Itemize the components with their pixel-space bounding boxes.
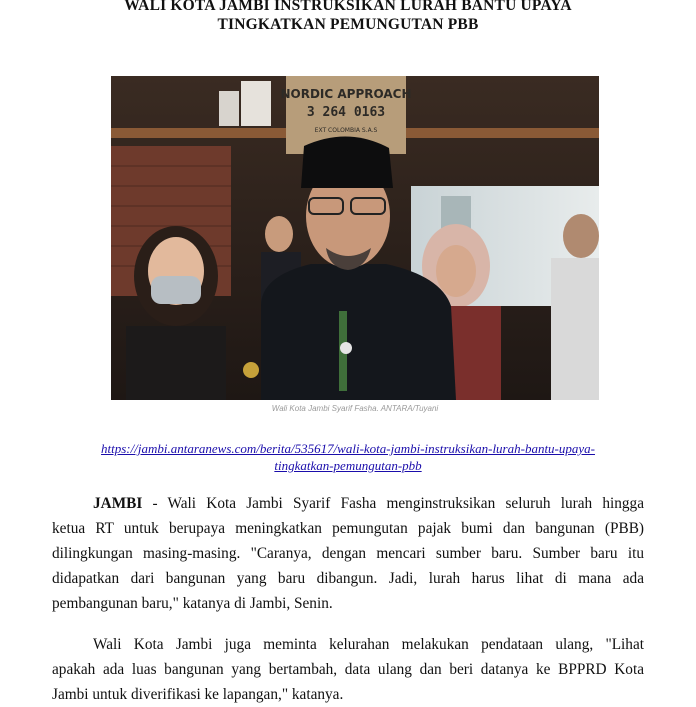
paragraph-2-line-2: apakah ada luas bangunan yang bertambah, data ulang dan beri datanya ke BPPRD Kota bbox=[52, 661, 644, 678]
sign-text-3: EXT COLOMBIA S.A.S bbox=[314, 127, 378, 134]
headline-line-1: WALI KOTA JAMBI INSTRUKSIKAN LURAH BANTU UPAYA bbox=[124, 0, 572, 14]
photo-caption: Wali Kota Jambi Syarif Fasha. ANTARA/Tuyani bbox=[271, 404, 439, 413]
paragraph-2-line-3: Jambi untuk diverifikasi ke lapangan," katanya. bbox=[52, 686, 344, 703]
paragraph-1-line-1 bbox=[52, 491, 644, 516]
paragraph-2-line-1: Wali Kota Jambi juga meminta kelurahan melakukan pendataan ulang, "Lihat bbox=[93, 636, 644, 653]
paragraph-1-line-2: ketua RT untuk berupaya meningkatkan pemungutan pajak bumi dan bangunan (PBB) bbox=[52, 520, 644, 537]
paragraph-1-line-5: pembangunan baru," katanya di Jambi, Senin. bbox=[52, 595, 333, 612]
paragraph-2 bbox=[52, 632, 644, 707]
paragraph-1-line-1-text: - Wali Kota Jambi Syarif Fasha menginstruksikan seluruh lurah hingga bbox=[142, 495, 644, 512]
paragraph-1-line-4: didapatkan dari bangunan yang baru dibangun. Jadi, lurah harus lihat di mana ada bbox=[52, 570, 644, 587]
sign-text-2: 3 264 0163 bbox=[306, 105, 386, 120]
paragraph-1 bbox=[52, 491, 644, 616]
source-link-line-2[interactable]: tingkatkan-pemungutan-pbb bbox=[274, 458, 422, 473]
article-photo bbox=[111, 76, 599, 400]
sign-text-1: NORDIC APPROACH bbox=[280, 87, 412, 101]
source-link[interactable] bbox=[60, 440, 636, 474]
source-link-line-1[interactable]: https://jambi.antaranews.com/berita/535617/wali-kota-jambi-instruksikan-lurah-bantu-upaya- bbox=[101, 441, 595, 456]
dateline: JAMBI bbox=[93, 495, 143, 512]
article-headline bbox=[0, 0, 696, 34]
headline-line-2: TINGKATKAN PEMUNGUTAN PBB bbox=[217, 16, 479, 33]
paragraph-1-line-3: dilingkungan masing-masing. "Caranya, dengan mencari sumber baru. Sumber baru itu bbox=[52, 545, 644, 562]
